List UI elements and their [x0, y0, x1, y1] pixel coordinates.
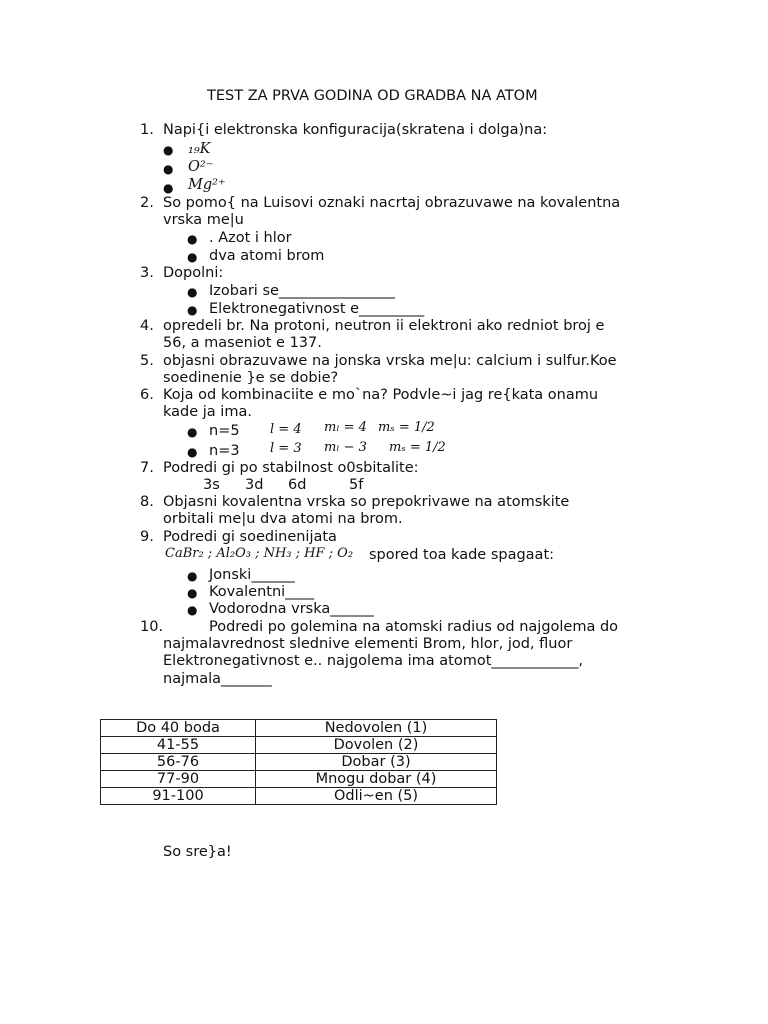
- grade-points: 41-55: [101, 737, 256, 754]
- q6-l: l = 3: [270, 441, 302, 456]
- q5-line2: soedinenie }e se dobie?: [163, 370, 339, 386]
- q9-item: Kovalentni____: [209, 584, 315, 600]
- grade-mark: Odli~en (5): [256, 788, 497, 805]
- q9-formula: CaBr₂ ; Al₂O₃ ; NH₃ ; HF ; O₂: [165, 546, 354, 561]
- table-row: [101, 720, 497, 737]
- grade-points: 77-90: [101, 771, 256, 788]
- orbital-label: 5f: [349, 477, 364, 493]
- q7-text: Podredi gi po stabilnost o0sbitalite:: [163, 460, 419, 476]
- q6-ms: mₛ = 1/2: [378, 420, 435, 435]
- q4-number: 4.: [140, 318, 154, 334]
- q2-line2: vrska me|u: [163, 212, 244, 228]
- bullet-icon: ●: [163, 162, 174, 176]
- table-row: [101, 788, 497, 805]
- q1-text: Napi{i elektronska konfiguracija(skratena i dolga)na:: [163, 122, 548, 138]
- bullet-icon: ●: [187, 445, 198, 459]
- q6-ms: mₛ = 1/2: [389, 440, 446, 455]
- bullet-icon: ●: [163, 181, 174, 195]
- q1-item: ₁₉K: [188, 141, 211, 157]
- q9-number: 9.: [140, 529, 154, 545]
- q5-number: 5.: [140, 353, 154, 369]
- q8-line2: orbitali me|u dva atomi na brom.: [163, 511, 403, 527]
- q3-item: Izobari se________________: [209, 283, 395, 299]
- q2-number: 2.: [140, 195, 154, 211]
- table-row: [101, 771, 497, 788]
- q9-after: spored toa kade spagaat:: [369, 547, 555, 563]
- q1-number: 1.: [140, 122, 154, 138]
- q9-item: Jonski______: [209, 567, 295, 583]
- q2-line1: So pomo{ na Luisovi oznaki nacrtaj obrazuvawe na kovalentna: [163, 195, 621, 211]
- q3-text: Dopolni:: [163, 265, 224, 281]
- q4-line1: opredeli br. Na protoni, neutron ii elektroni ako redniot broj e: [163, 318, 605, 334]
- grading-table: [100, 719, 497, 805]
- bullet-icon: ●: [187, 250, 198, 264]
- orbital-label: 3s: [203, 477, 220, 493]
- q9-text: Podredi gi soedinenijata: [163, 529, 337, 545]
- q9-item: Vodorodna vrska______: [209, 601, 374, 617]
- q6-l: l = 4: [270, 422, 302, 437]
- q3-number: 3.: [140, 265, 154, 281]
- bullet-icon: ●: [187, 586, 198, 600]
- bullet-icon: ●: [187, 303, 198, 317]
- grade-points: Do 40 boda: [101, 720, 256, 737]
- orbital-label: 3d: [245, 477, 264, 493]
- q10-line1: Podredi po golemina na atomski radius od najgolema do: [209, 619, 619, 635]
- bullet-icon: ●: [187, 232, 198, 246]
- bullet-icon: ●: [163, 143, 174, 157]
- q10-line3: Elektronegativnost e.. najgolema ima atomot____________,: [163, 653, 583, 669]
- orbital-label: 6d: [288, 477, 307, 493]
- q6-n: n=3: [209, 443, 240, 459]
- q4-line2: 56, a maseniot e 137.: [163, 335, 322, 351]
- bullet-icon: ●: [187, 425, 198, 439]
- q10-line2: najmalavrednost slednive elementi Brom, hlor, jod, fluor: [163, 636, 573, 652]
- q2-item: dva atomi brom: [209, 248, 325, 264]
- q6-ml: mₗ = 4: [324, 420, 367, 435]
- q10-number: 10.: [140, 619, 164, 635]
- q6-line2: kade ja ima.: [163, 404, 252, 420]
- q2-item: . Azot i hlor: [209, 230, 292, 246]
- closing-text: So sre}a!: [163, 844, 232, 860]
- q8-line1: Objasni kovalentna vrska so prepokrivawe na atomskite: [163, 494, 570, 510]
- q6-number: 6.: [140, 387, 154, 403]
- page-title: TEST ZA PRVA GODINA OD GRADBA NA ATOM: [207, 88, 538, 104]
- q7-number: 7.: [140, 460, 154, 476]
- q6-n: n=5: [209, 423, 240, 439]
- grade-mark: Dovolen (2): [256, 737, 497, 754]
- grade-mark: Mnogu dobar (4): [256, 771, 497, 788]
- q6-line1: Koja od kombinaciite e mo`na? Podvle~i jag re{kata onamu: [163, 387, 599, 403]
- q8-number: 8.: [140, 494, 154, 510]
- grade-points: 91-100: [101, 788, 256, 805]
- grade-mark: Dobar (3): [256, 754, 497, 771]
- q6-ml: mₗ − 3: [324, 440, 367, 455]
- q1-item: O²⁻: [188, 159, 214, 175]
- table-row: [101, 737, 497, 754]
- q3-item: Elektronegativnost e_________: [209, 301, 425, 317]
- table-row: [101, 754, 497, 771]
- bullet-icon: ●: [187, 569, 198, 583]
- grade-points: 56-76: [101, 754, 256, 771]
- q5-line1: objasni obrazuvawe na jonska vrska me|u: calcium i sulfur.Koe: [163, 353, 617, 369]
- q10-line4: najmala_______: [163, 671, 272, 687]
- bullet-icon: ●: [187, 285, 198, 299]
- q1-item: Mg²⁺: [188, 177, 226, 193]
- grade-mark: Nedovolen (1): [256, 720, 497, 737]
- bullet-icon: ●: [187, 603, 198, 617]
